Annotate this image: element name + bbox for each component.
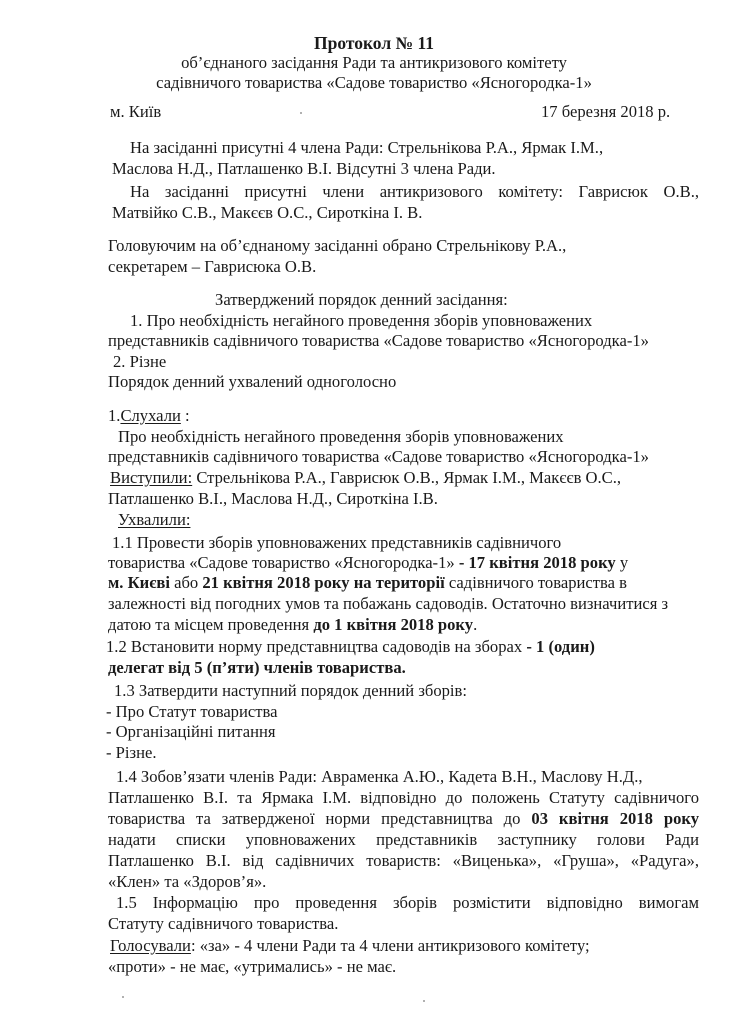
voting-label: Голосували: [110, 936, 191, 955]
resolution-text: товариства та затвердженої норми представництва до: [108, 809, 532, 828]
voting-for: : «за» - 4 члени Ради та 4 члени антикризового комітету;: [190, 936, 590, 955]
voting-line-2: «проти» - не має, «утримались» - не має.: [108, 957, 397, 976]
resolved-label: Ухвалили:: [118, 510, 191, 529]
document-city: м. Київ: [110, 102, 162, 121]
section-1-topic-line-1: Про необхідність негайного проведення зборів уповноважених: [118, 427, 564, 446]
resolution-1-1-line-4: залежності від погодних умов та побажань садоводів. Остаточно визначитися з: [108, 594, 669, 613]
resolution-place-bold: м. Києві: [108, 573, 170, 592]
heard-label: Слухали: [120, 406, 181, 425]
resolution-1-4-line-4: надати списки уповноважених представників заступнику голови Ради: [108, 830, 699, 849]
meeting-agenda-item: - Організаційні питання: [106, 722, 276, 741]
section-1-topic-line-2: представників садівничого товариства «Садове товариство «Ясногородка-1»: [108, 447, 649, 466]
section-1-heard: [108, 406, 190, 426]
resolution-1-5-line-1: 1.5 Інформацію про проведення зборів розмістити відповідно вимогам: [116, 893, 699, 912]
resolution-1-4-line-3: [108, 809, 699, 829]
agenda-item-1-line-1: 1. Про необхідність негайного проведення зборів уповноважених: [130, 311, 593, 330]
attendance-line-2: Маслова Н.Д., Патлашенко В.І. Відсутні 3 члена Ради.: [112, 159, 496, 178]
scan-speck: [423, 1000, 425, 1002]
scan-speck: [122, 996, 124, 998]
resolution-text: товариства «Садове товариство «Ясногородка-1»: [108, 553, 459, 572]
agenda-heading: Затверджений порядок денний засідання:: [215, 290, 508, 309]
attendance-line-1: На засіданні присутні 4 члена Ради: Стрельнікова Р.А., Ярмак І.М.,: [130, 138, 604, 157]
agenda-item-2: 2. Різне: [113, 352, 167, 371]
attendance-line-3: На засіданні присутні члени антикризового комітету: Гаврисюк О.В.,: [130, 182, 699, 201]
meeting-agenda-item: - Про Статут товариства: [106, 702, 278, 721]
resolution-text: садівничого товариства в: [444, 573, 627, 592]
resolution-1-5-line-2: Статуту садівничого товариства.: [108, 914, 339, 933]
resolution-text: або: [169, 573, 203, 592]
speakers-list-part-1: Стрельнікова Р.А., Гаврисюк О.В., Ярмак І.М., Макєєв О.С.,: [192, 468, 622, 487]
document-subtitle-line-1: об’єднаного засідання Ради та антикризового комітету: [181, 53, 567, 72]
document-date: 17 березня 2018 р.: [541, 102, 671, 121]
resolution-quota-bold: - 1 (один): [526, 637, 595, 656]
resolution-1-3: 1.3 Затвердити наступний порядок денний зборів:: [114, 681, 467, 700]
section-1-speakers-line-1: [110, 468, 621, 488]
scan-speck: [300, 112, 302, 114]
resolution-1-2-line-2: делегат від 5 (п’яти) членів товариства.: [108, 658, 406, 677]
heard-colon: :: [180, 406, 190, 425]
resolution-deadline-bold: до 1 квітня 2018 року: [313, 615, 474, 634]
agenda-item-1-line-2: представників садівничого товариства «Садове товариство «Ясногородка-1»: [108, 331, 649, 350]
resolution-1-4-line-5: Патлашенко В.І. від садівничих товариств: «Виценька», «Груша», «Радуга»,: [108, 851, 699, 870]
resolution-date-bold: 21 квітня 2018 року на території: [202, 573, 445, 592]
resolution-1-1-line-5: [108, 615, 477, 635]
document-title: Протокол № 11: [313, 33, 435, 53]
document-subtitle-line-2: садівничого товариства «Садове товариство «Ясногородка-1»: [156, 73, 592, 92]
meeting-agenda-item: - Різне.: [106, 743, 157, 762]
resolution-text: .: [473, 615, 478, 634]
resolution-1-1-line-3: [108, 573, 627, 593]
resolution-1-1-line-1: 1.1 Провести зборів уповноважених представників садівничого: [112, 533, 562, 552]
chair-line-1: Головуючим на об’єднаному засіданні обрано Стрельнікову Р.А.,: [108, 236, 567, 255]
attendance-line-4: Матвійко С.В., Макєєв О.С., Сироткіна І. В.: [112, 203, 423, 222]
resolution-date-bold: - 17 квітня 2018 року: [458, 553, 616, 572]
section-1-speakers-line-2: Патлашенко В.І., Маслова Н.Д., Сироткіна І.В.: [108, 489, 438, 508]
resolution-1-4-line-2: Патлашенко В.І. та Ярмака І.М. відповідно до положень Статуту садівничого: [108, 788, 699, 807]
speakers-label: Виступили:: [110, 468, 193, 487]
resolution-1-2-line-1: [106, 637, 595, 657]
resolution-text: 1.2 Встановити норму представництва садоводів на зборах: [106, 637, 527, 656]
resolution-deadline-bold: 03 квітня 2018 року: [531, 809, 699, 828]
resolution-1-1-line-2: [108, 553, 628, 573]
agenda-approved: Порядок денний ухвалений одноголосно: [108, 372, 397, 391]
chair-line-2: секретарем – Гаврисюка О.В.: [108, 257, 317, 276]
resolution-text: у: [615, 553, 629, 572]
section-1-number: 1.: [108, 406, 121, 425]
resolution-1-4-line-6: «Клен» та «Здоров’я».: [108, 872, 267, 891]
voting-line-1: [110, 936, 590, 956]
resolution-text: датою та місцем проведення: [108, 615, 314, 634]
resolution-1-4-line-1: 1.4 Зобов’язати членів Ради: Авраменка А.Ю., Кадета В.Н., Маслову Н.Д.,: [116, 767, 643, 786]
